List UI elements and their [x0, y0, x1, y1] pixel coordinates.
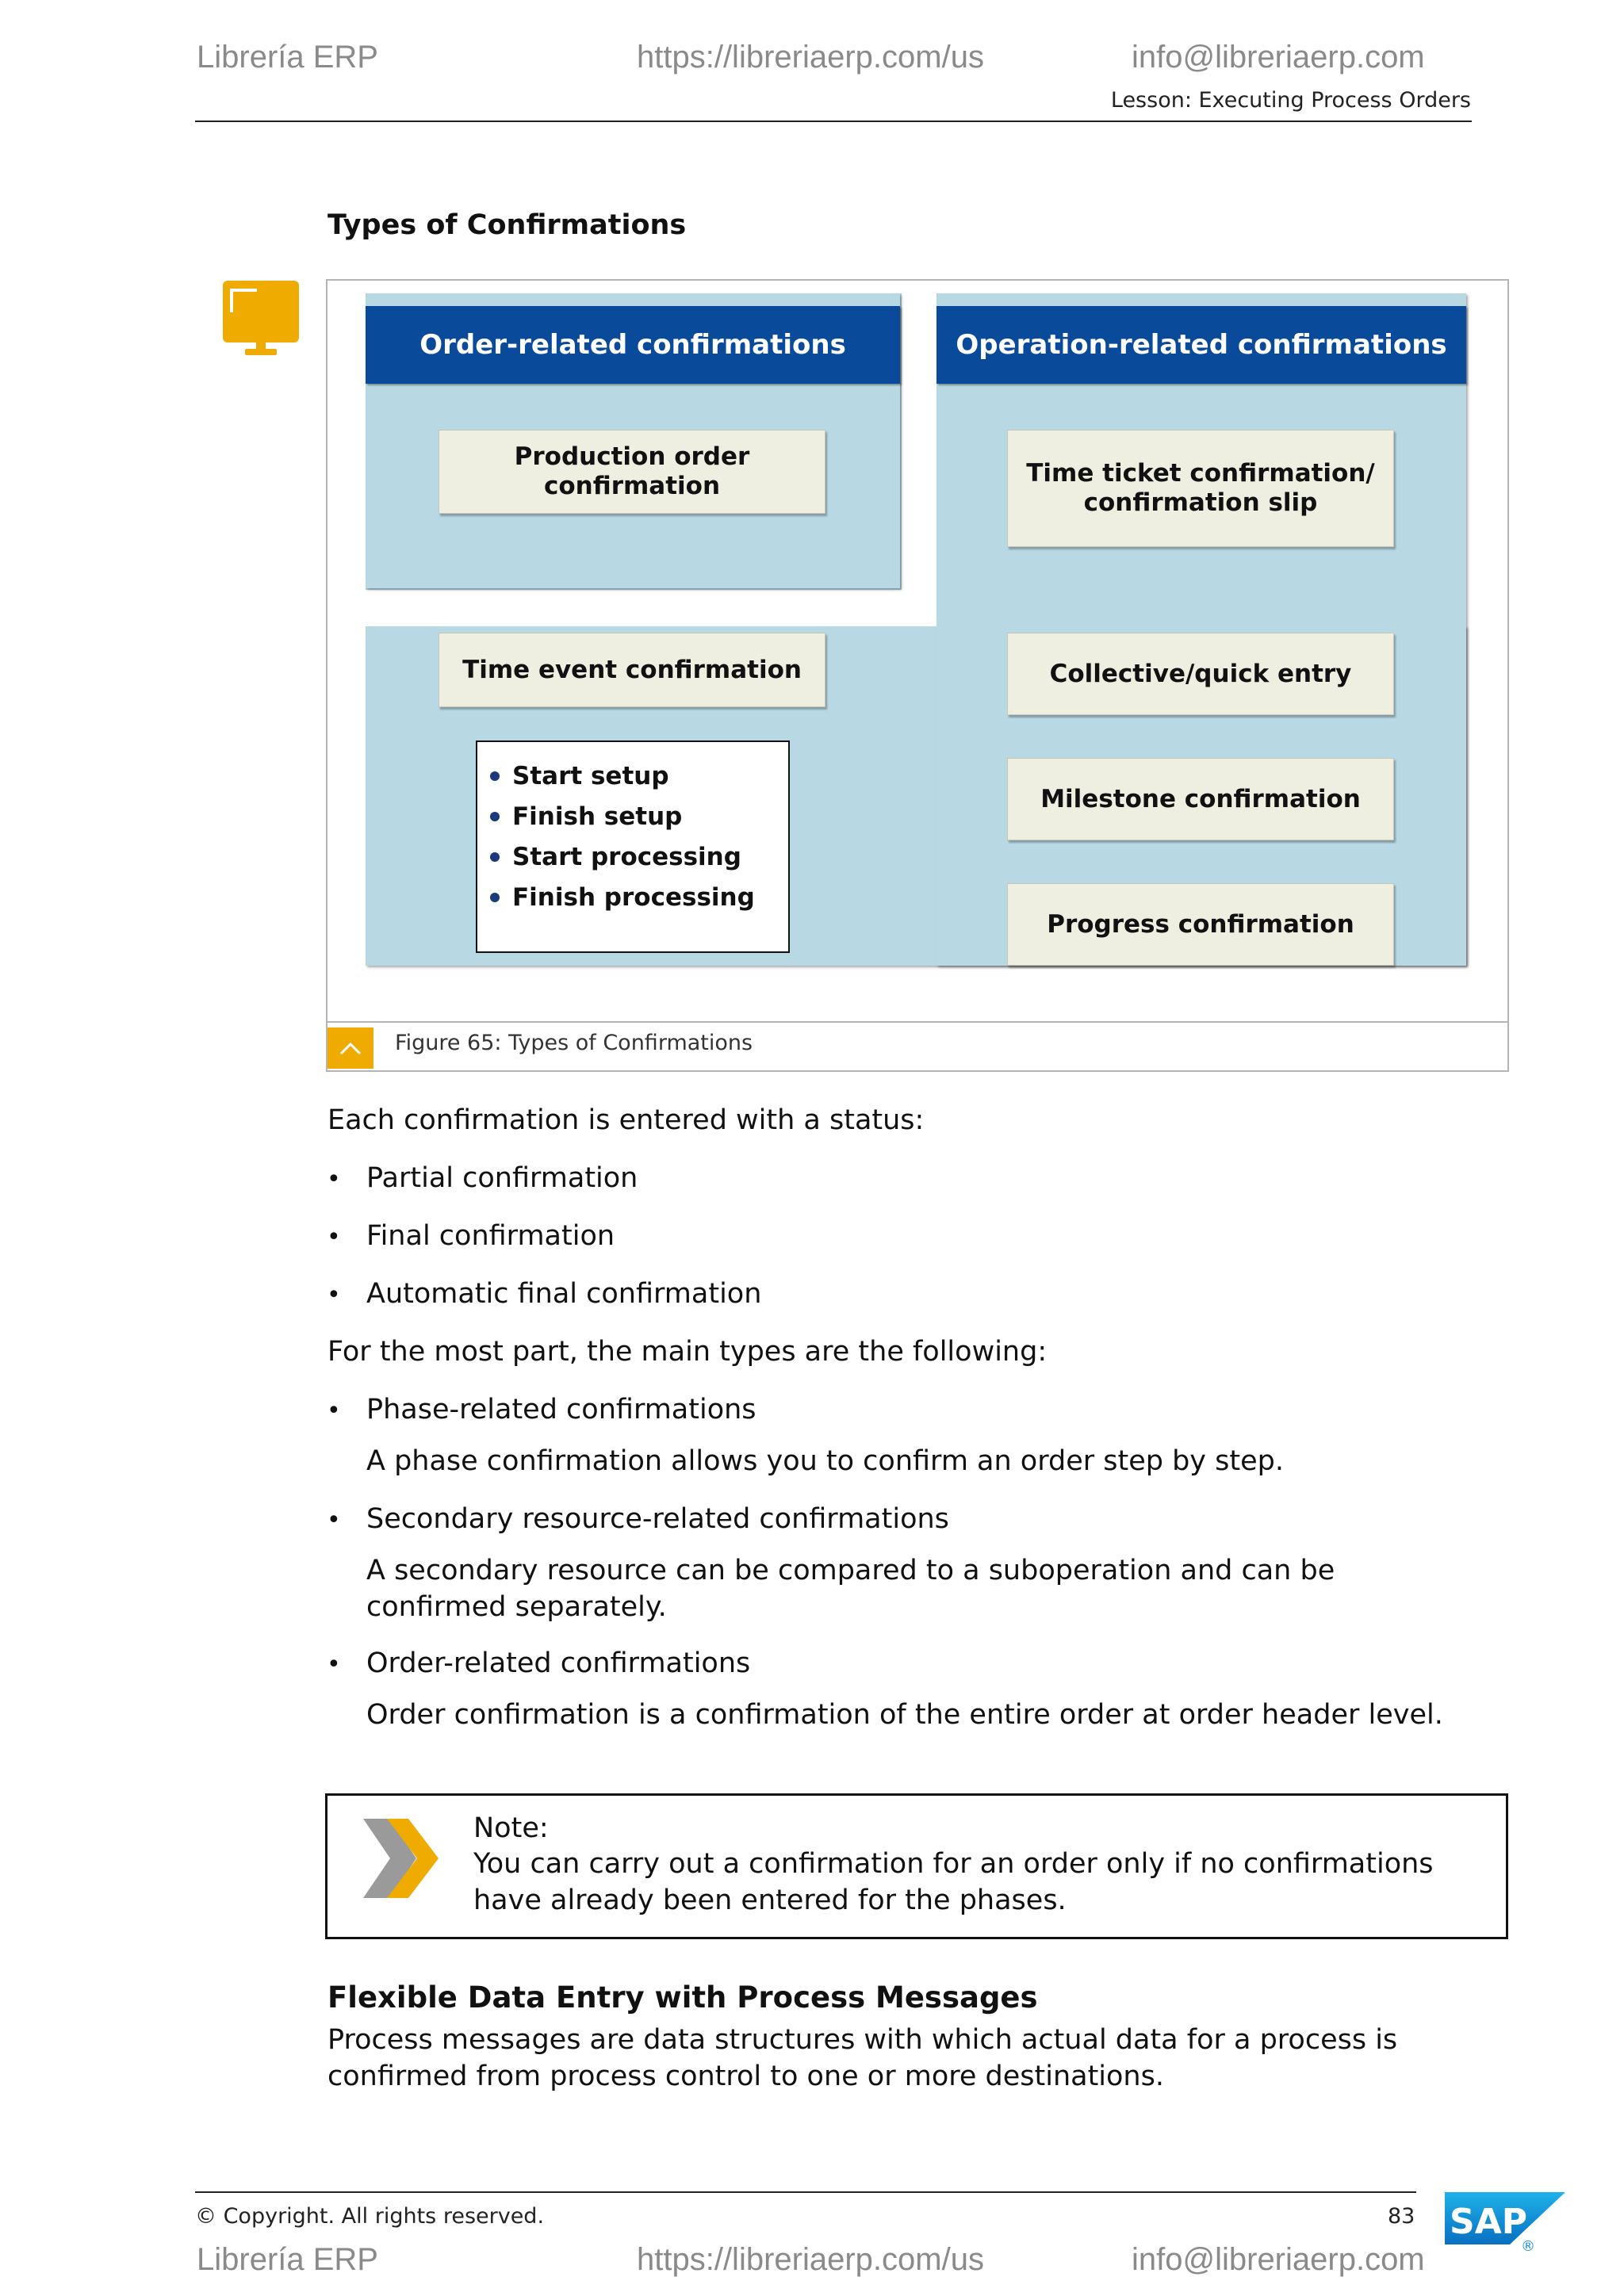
card-production-order: Production order confirmation — [439, 430, 825, 514]
step-item: Finish processing — [490, 878, 788, 918]
card-time-ticket: Time ticket confirmation/ confirmation slip — [1007, 430, 1394, 547]
status-item: Automatic final confirmation — [366, 1278, 762, 1310]
types-intro: For the most part, the main types are the following: — [327, 1336, 1048, 1368]
figure-caption-bar — [327, 1021, 1507, 1070]
card-time-event: Time event confirmation — [439, 633, 825, 707]
footer-rule — [195, 2191, 1416, 2193]
operation-related-header: Operation-related confirmations — [936, 306, 1466, 384]
note-label: Note: — [473, 1812, 549, 1844]
card-progress: Progress confirmation — [1007, 883, 1394, 966]
bullet-icon — [490, 771, 500, 781]
svg-text:®: ® — [1521, 2238, 1535, 2252]
right-panel — [936, 293, 1466, 966]
status-item: Final confirmation — [366, 1220, 615, 1252]
svg-text:SAP: SAP — [1450, 2202, 1527, 2242]
note-text: You can carry out a confirmation for an order only if no confirmations have already been entered for the phases. — [473, 1848, 1434, 1916]
panel-separator-h — [366, 590, 936, 626]
footer-url[interactable]: https://libreriaerp.com/us — [637, 2242, 984, 2277]
status-item: Partial confirmation — [366, 1162, 638, 1194]
type-title: Secondary resource-related confirmations — [366, 1503, 949, 1535]
bullet-icon — [490, 812, 500, 821]
type-desc: A secondary resource can be compared to a suboperation and can be confirmed separately. — [366, 1555, 1335, 1623]
footer-email[interactable]: info@libreriaerp.com — [1132, 2242, 1425, 2277]
collapse-figure-button[interactable] — [327, 1027, 373, 1069]
page-number: 83 — [1388, 2204, 1415, 2229]
bullet-icon — [490, 893, 500, 902]
header-brand: Librería ERP — [197, 40, 378, 75]
type-desc: Order confirmation is a confirmation of the entire order at order header level. — [366, 1699, 1443, 1731]
bullet-dot: • — [327, 1506, 341, 1534]
header-url[interactable]: https://libreriaerp.com/us — [637, 40, 984, 75]
sap-logo — [1445, 2192, 1565, 2252]
step-item: Start setup — [490, 756, 788, 797]
chevron-up-icon — [339, 1040, 362, 1056]
bullet-dot: • — [327, 1281, 341, 1309]
section-title: Types of Confirmations — [327, 209, 687, 241]
figure-frame — [326, 279, 1509, 1072]
order-related-header: Order-related confirmations — [366, 306, 900, 384]
type-title: Phase-related confirmations — [366, 1394, 756, 1425]
header-email[interactable]: info@libreriaerp.com — [1132, 40, 1425, 75]
status-intro: Each confirmation is entered with a status: — [327, 1104, 925, 1136]
bullet-dot: • — [327, 1397, 341, 1425]
presentation-screen-icon — [223, 281, 299, 357]
step-item: Finish setup — [490, 797, 788, 837]
type-title: Order-related confirmations — [366, 1647, 751, 1679]
footer-brand: Librería ERP — [197, 2242, 378, 2277]
bullet-icon — [490, 852, 500, 862]
double-chevron-note-icon — [359, 1815, 446, 1902]
lesson-label: Lesson: Executing Process Orders — [1110, 88, 1471, 113]
section-2-text: Process messages are data structures with which actual data for a process is confirmed from process control to one or more destinations. — [327, 2024, 1398, 2092]
bullet-dot: • — [327, 1165, 341, 1193]
bullet-dot: • — [327, 1651, 341, 1678]
figure-caption: Figure 65: Types of Confirmations — [395, 1031, 753, 1055]
card-collective-entry: Collective/quick entry — [1007, 633, 1394, 715]
bullet-dot: • — [327, 1223, 341, 1251]
note-box — [325, 1793, 1508, 1939]
copyright: © Copyright. All rights reserved. — [195, 2204, 545, 2229]
step-item: Start processing — [490, 837, 788, 878]
section-2-title: Flexible Data Entry with Process Messages — [327, 1980, 1038, 2015]
card-milestone: Milestone confirmation — [1007, 758, 1394, 840]
time-event-steps — [476, 740, 790, 953]
panel-separator-v — [902, 293, 936, 626]
type-desc: A phase confirmation allows you to confirm an order step by step. — [366, 1445, 1284, 1477]
header-rule — [195, 121, 1472, 122]
